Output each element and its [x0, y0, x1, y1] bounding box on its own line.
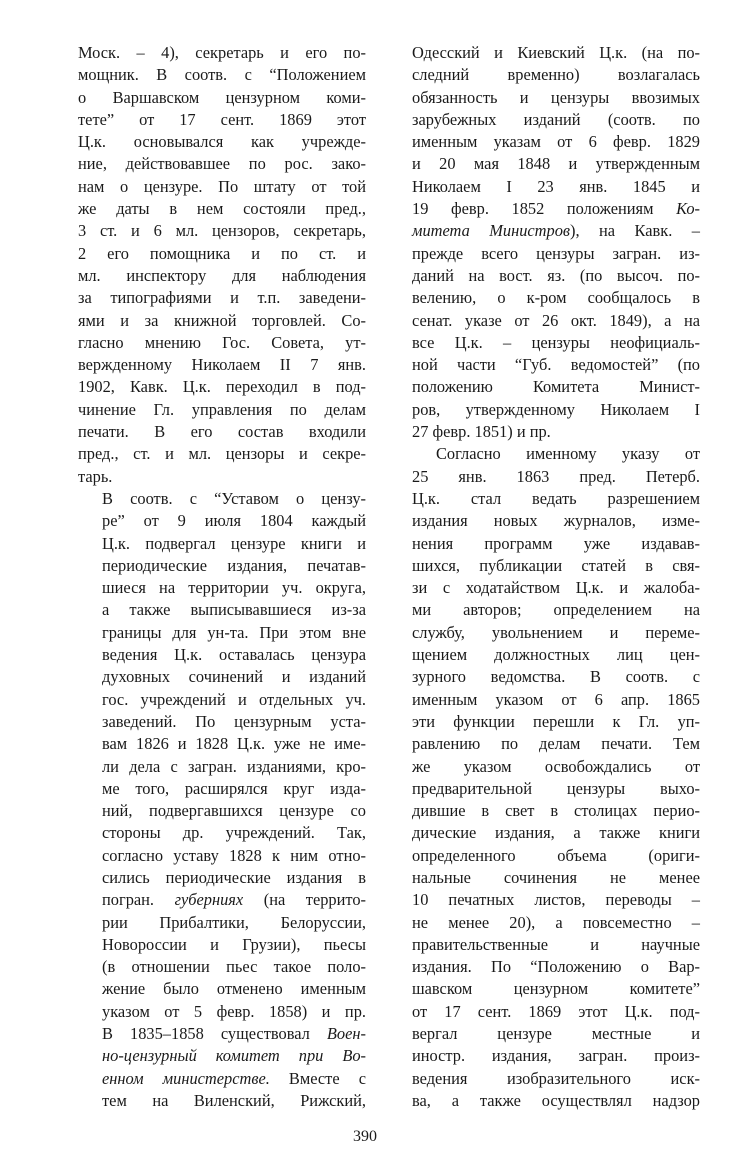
text-line: нам о цензуре. По штату от той: [78, 176, 366, 196]
text-line: ми авторов; определением на: [412, 600, 700, 620]
text-line: чинение Гл. управления по делам: [78, 399, 366, 419]
text-line: шиеся на территории уч. округа,: [102, 578, 366, 598]
italic-term-ministerstvo: енном министерстве.: [102, 1068, 270, 1088]
text-line: издания новых журналов, изме-: [412, 511, 700, 531]
text-line: и 20 мая 1848 и утвержденным: [412, 154, 700, 174]
text-line: даний на вост. яз. (по высоч. по-: [412, 265, 700, 285]
text-line: сенат. указе от 26 окт. 1849), а на: [412, 310, 700, 330]
text-line: 25 янв. 1863 пред. Петерб.: [412, 466, 700, 486]
text-line: ров, утвержденному Николаем I: [412, 399, 700, 419]
text-line: периодические издания, печатав-: [102, 555, 366, 575]
text-line: шавском цензурном комитете”: [412, 979, 700, 999]
text-line: ной части “Губ. ведомостей” (по: [412, 355, 700, 375]
text-line: [78, 1023, 366, 1045]
text-line: сились периодические издания в: [102, 867, 366, 887]
text-line: Николаем I 23 янв. 1845 и: [412, 176, 700, 196]
text-line: зурного ведомства. В соотв. с: [412, 667, 700, 687]
text-line: рии Прибалтики, Белоруссии,: [102, 912, 366, 932]
text-line: велению, о к-ром сообщалось в: [412, 288, 700, 308]
text-line: печати. В его состав входили: [78, 422, 366, 442]
text-line: же указом освобождались от: [412, 756, 700, 776]
text-run: В 1835–1858 существовал: [102, 1024, 327, 1044]
text-line: ний, подвергавшихся цензуре со: [102, 801, 366, 821]
text-line: нальные сочинения не менее: [412, 867, 700, 887]
italic-term-voenno: Воен-: [326, 1024, 366, 1044]
text-line: предварительной цензуры выхо-: [412, 778, 700, 798]
italic-term-gubernii: губерниях: [174, 890, 244, 910]
text-line: духовных сочинений и изданий: [102, 667, 366, 687]
text-line: 27 февр. 1851) и пр.: [412, 422, 551, 442]
text-line: Ц.к. основывался как учрежде-: [78, 132, 366, 152]
text-line: службу, увольнением и переме-: [412, 622, 700, 642]
text-line: все Ц.к. – цензуры неофициаль-: [412, 332, 700, 352]
text-line: не менее 20), а повсеместно –: [412, 912, 700, 932]
text-line: [412, 198, 700, 220]
text-line: от 17 сент. 1869 этот Ц.к. под-: [412, 1001, 700, 1021]
text-line: ва, а также осуществлял надзор: [412, 1090, 700, 1110]
text-line: положению Комитета Минист-: [412, 377, 700, 397]
text-line: за типографиями и т.п. заведени-: [78, 288, 366, 308]
text-line: [78, 889, 366, 911]
text-line: Одесский и Киевский Ц.к. (на по-: [412, 43, 700, 62]
text-line: зи с ходатайством Ц.к. и жалоба-: [412, 578, 700, 598]
text-line: 2 его помощника и по ст. и: [78, 243, 366, 263]
text-line: ли дела с загран. изданиями, кро-: [102, 756, 366, 776]
italic-term-ministrov: митета Министров: [412, 221, 571, 241]
text-line: Ц.к. стал ведать разрешением: [412, 488, 700, 508]
text-line: мощник. В соотв. с “Положением: [78, 65, 366, 85]
text-line: определенного объема (ориги-: [412, 845, 700, 865]
right-column: [412, 42, 700, 1112]
text-line: а также выписывавшиеся из-за: [102, 600, 366, 620]
left-column: [78, 42, 366, 1112]
text-line: именным указом от 6 апр. 1865: [412, 689, 700, 709]
text-line: ме того, расширялся круг изда-: [102, 778, 366, 798]
text-line: Ц.к. подвергал цензуре книги и: [102, 533, 366, 553]
text-line: ведения изобразительного иск-: [412, 1068, 700, 1088]
text-line: вам 1826 и 1828 Ц.к. уже не име-: [102, 734, 366, 754]
italic-term-komiteta: Ко-: [676, 199, 700, 219]
text-run: погран.: [102, 890, 175, 910]
text-line: эти функции перешли к Гл. уп-: [412, 711, 700, 731]
text-line: правительственные и научные: [412, 934, 700, 954]
text-line: [78, 1045, 366, 1067]
text-line: тарь.: [78, 466, 113, 486]
text-line: дические издания, а также книги: [412, 823, 700, 843]
text-line: шихся, публикации статей в свя-: [412, 555, 700, 575]
left-paragraph-1: [78, 42, 366, 488]
text-line: зарубежных изданий (соотв. по: [412, 109, 700, 129]
text-line: стороны др. учреждений. Так,: [102, 823, 366, 843]
text-line: обязанность и цензуры ввозимых: [412, 87, 700, 107]
text-line: вержденному Николаем II 7 янв.: [78, 355, 366, 375]
text-line: Новороссии и Грузии), пьесы: [102, 934, 366, 954]
text-line: заведений. По цензурным уста-: [102, 711, 366, 731]
text-line: ре” от 9 июля 1804 каждый: [102, 511, 366, 531]
text-line: (в отношении пьес такое поло-: [102, 957, 366, 977]
text-line: равлению по делам печати. Тем: [412, 734, 700, 754]
text-line: дившие в свет в столицах перио-: [412, 801, 700, 821]
right-paragraph-1: [412, 42, 700, 443]
text-line: ведения Ц.к. оставалась цензура: [102, 645, 366, 665]
text-line: пред., ст. и мл. цензоры и секре-: [78, 444, 366, 464]
text-line: о Варшавском цензурном коми-: [78, 87, 366, 107]
text-line: [412, 220, 700, 242]
text-run: Вместе с: [269, 1068, 366, 1088]
text-line: мл. инспектору для наблюдения: [78, 265, 366, 285]
text-line: указом от 5 февр. 1858) и пр.: [102, 1001, 366, 1021]
text-line: гласно мнению Гос. Совета, ут-: [78, 332, 366, 352]
text-line: ями и за книжной торговлей. Со-: [78, 310, 366, 330]
text-line: издания. По “Положению о Вар-: [412, 957, 700, 977]
text-line: щением должностных лиц цен-: [412, 645, 700, 665]
text-line: же даты в нем состояли пред.,: [78, 199, 366, 219]
text-line: [78, 1068, 366, 1090]
text-run: ), на Кавк. –: [570, 221, 700, 241]
text-line: тем на Виленский, Рижский,: [102, 1090, 366, 1110]
text-line: 3 ст. и 6 мл. цензоров, секретарь,: [78, 221, 366, 241]
text-line: Согласно именному указу от: [436, 444, 700, 464]
text-line: прежде всего цензуры загран. из-: [412, 243, 700, 263]
text-line: ние, действовавшее по рос. зако-: [78, 154, 366, 174]
text-line: гос. учреждений и отдельных уч.: [102, 689, 366, 709]
text-line: границы для ун-та. При этом вне: [102, 622, 366, 642]
text-line: иностр. издания, загран. произ-: [412, 1046, 700, 1066]
text-line: согласно уставу 1828 к ним отно-: [102, 845, 366, 865]
text-line: нения программ уже издавав-: [412, 533, 700, 553]
text-run: (на террито-: [243, 890, 366, 910]
italic-term-komitet: но-цензурный комитет при Во-: [102, 1046, 366, 1066]
text-line: именным указам от 6 февр. 1829: [412, 132, 700, 152]
right-paragraph-2: [412, 443, 700, 1112]
text-line: следний временно) возлагалась: [412, 65, 700, 85]
text-line: В соотв. с “Уставом о цензу-: [102, 488, 366, 508]
text-run: 19 февр. 1852 положениям: [412, 199, 677, 219]
text-line: Моск. – 4), секретарь и его по-: [78, 43, 366, 62]
left-paragraph-2: [78, 488, 366, 1112]
text-line: 10 печатных листов, переводы –: [412, 890, 700, 910]
text-line: 1902, Кавк. Ц.к. переходил в под-: [78, 377, 366, 397]
page-number: 390: [353, 1128, 377, 1145]
text-line: вергал цензуре местные и: [412, 1024, 700, 1044]
text-line: жение было отменено именным: [102, 979, 366, 999]
text-line: тете” от 17 сент. 1869 этот: [78, 109, 366, 129]
